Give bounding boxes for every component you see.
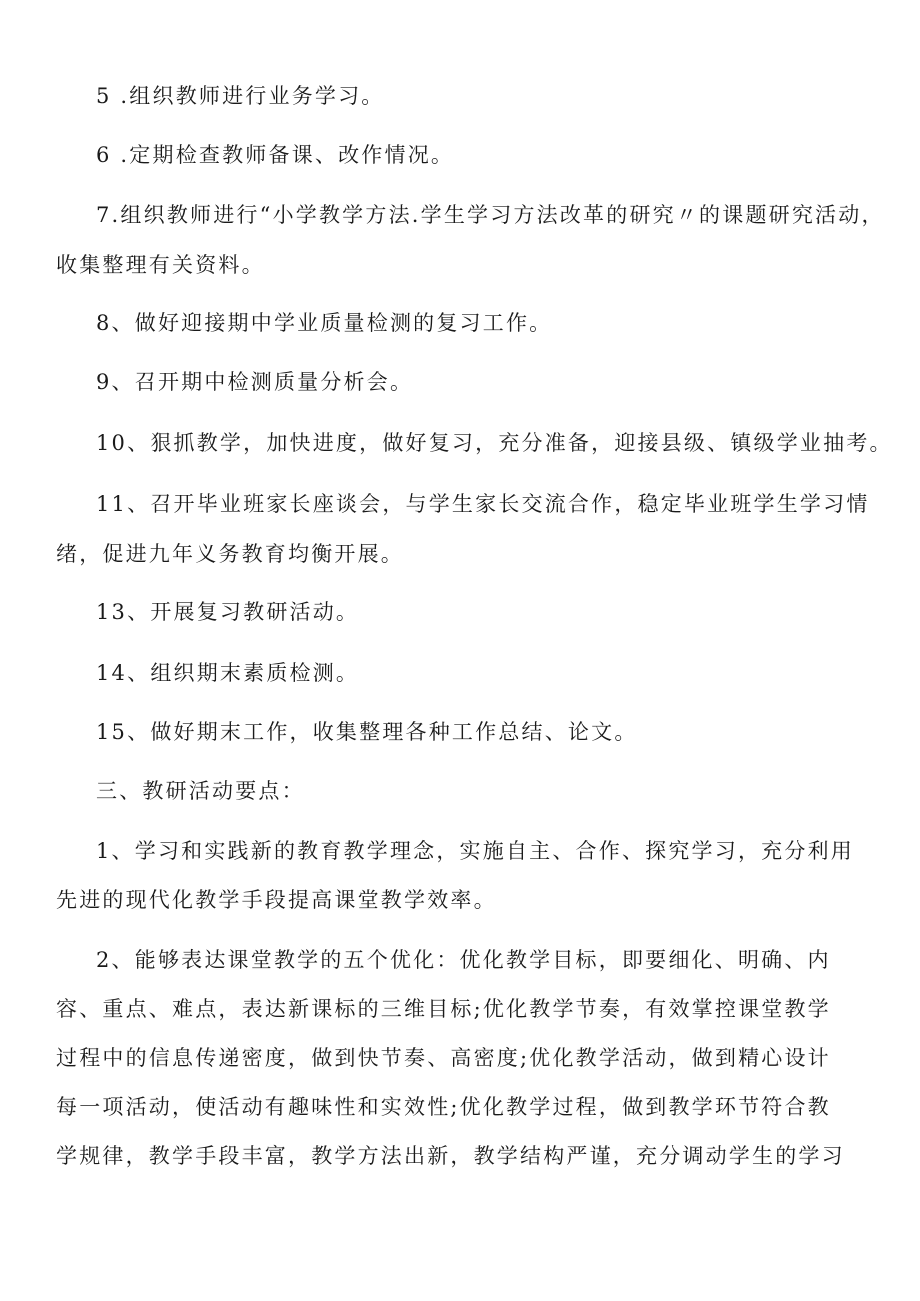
point-1-line-1: 1、学习和实践新的教育教学理念，实施自主、合作、探究学习，充分利用 xyxy=(96,839,854,863)
item-7-line-2: 收集整理有关资料。 xyxy=(56,253,265,277)
item-14: 14、组织期末素质检测。 xyxy=(96,661,360,685)
item-13: 13、开展复习教研活动。 xyxy=(96,600,360,624)
point-2-line-1: 2、能够表达课堂教学的五个优化：优化教学目标，即要细化、明确、内 xyxy=(96,948,831,972)
point-2-line-5: 学规律，教学手段丰富，教学方法出新，教学结构严谨，充分调动学生的学习 xyxy=(56,1144,845,1168)
item-9: 9、召开期中检测质量分析会。 xyxy=(96,370,414,394)
item-15: 15、做好期末工作，收集整理各种工作总结、论文。 xyxy=(96,720,638,744)
point-1-line-2: 先进的现代化教学手段提高课堂教学效率。 xyxy=(56,888,497,912)
item-7-line-1: 7.组织教师进行“小学教学方法.学生学习方法改革的研究〃的课题研究活动， xyxy=(96,203,885,227)
item-8: 8、做好迎接期中学业质量检测的复习工作。 xyxy=(96,311,553,335)
point-2-line-4: 每一项活动，使活动有趣味性和实效性;优化教学过程，做到教学环节符合教 xyxy=(56,1095,831,1119)
point-2-line-3: 过程中的信息传递密度，做到快节奏、高密度;优化教学活动，做到精心设计 xyxy=(56,1046,831,1070)
item-10: 10、狠抓教学，加快进度，做好复习，充分准备，迎接县级、镇级学业抽考。 xyxy=(96,431,893,455)
item-11-line-1: 11、召开毕业班家长座谈会，与学生家长交流合作，稳定毕业班学生学习情 xyxy=(96,492,870,516)
item-5: 5 .组织教师进行业务学习。 xyxy=(96,84,385,108)
section-heading: 三、教研活动要点： xyxy=(96,779,305,803)
item-11-line-2: 绪，促进九年义务教育均衡开展。 xyxy=(56,542,404,566)
item-6: 6 .定期检查教师备课、改作情况。 xyxy=(96,143,455,167)
point-2-line-2: 容、重点、难点，表达新课标的三维目标;优化教学节奏，有效掌控课堂教学 xyxy=(56,997,831,1021)
